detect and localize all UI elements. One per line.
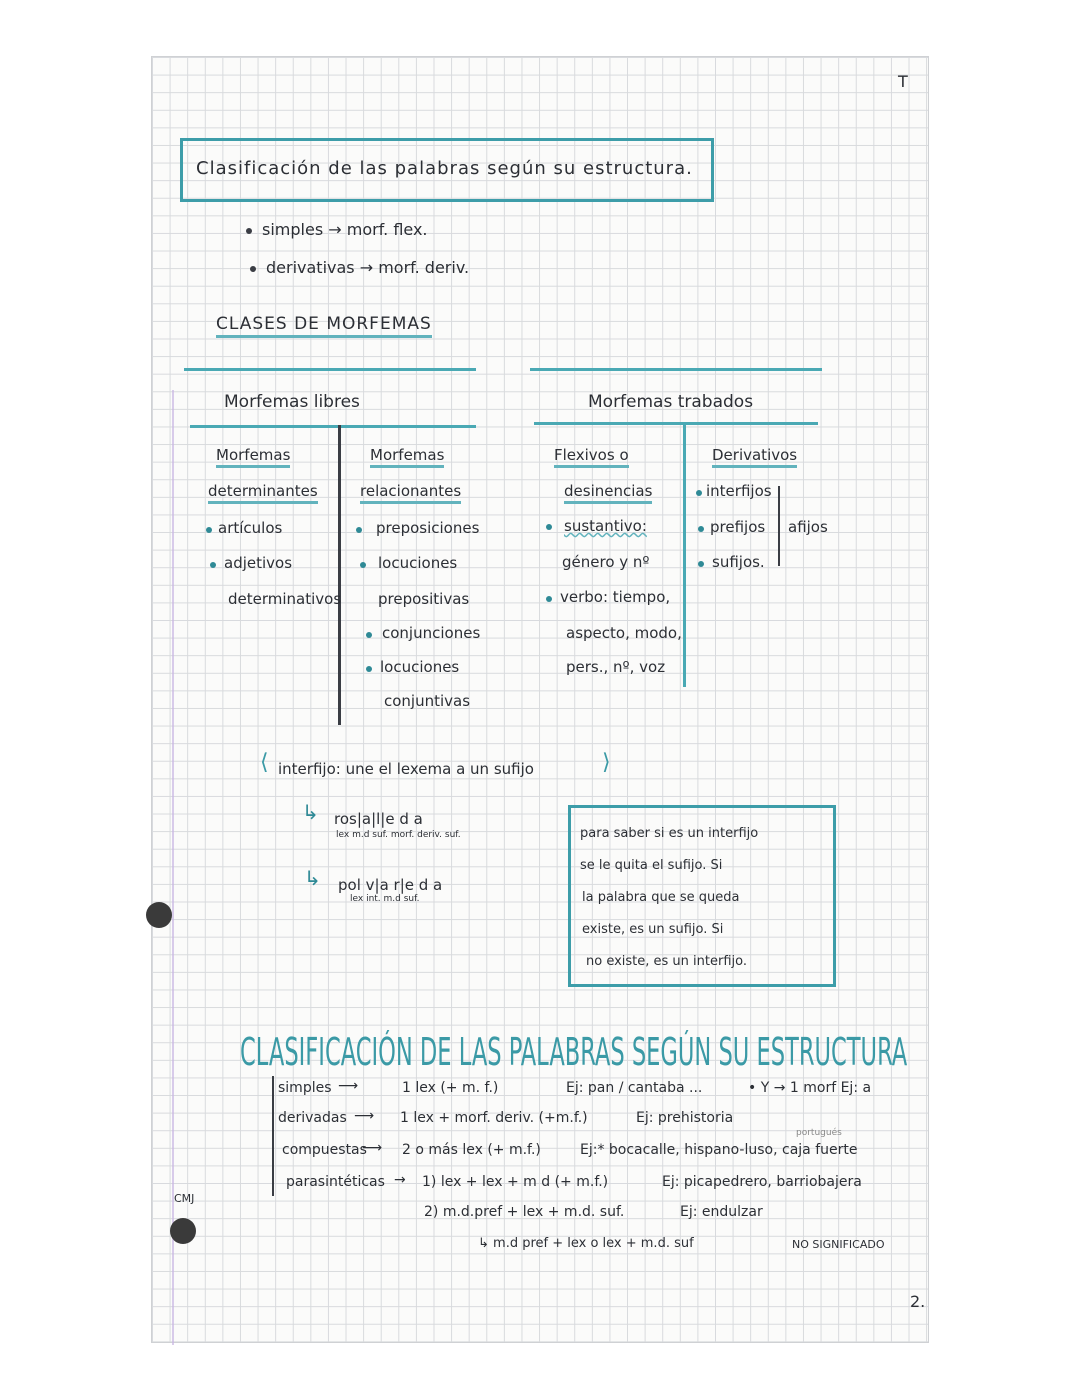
- note-line: no existe, es un interfijo.: [586, 954, 747, 969]
- libres-col2-item: prepositivas: [378, 590, 470, 608]
- trabados-col1-item: pers., nº, voz: [566, 658, 666, 676]
- section-heading: CLASES DE MORFEMAS: [216, 314, 432, 338]
- brace-icon: ⟩: [602, 750, 611, 775]
- class-example: Ej: prehistoria: [636, 1110, 734, 1126]
- arrow-icon: →: [394, 1172, 406, 1188]
- rule: [190, 425, 476, 428]
- parasinteticas-2-example: Ej: endulzar: [680, 1204, 763, 1220]
- bullet: [360, 562, 366, 568]
- bullet: [356, 527, 362, 533]
- trabados-heading: Morfemas trabados: [588, 392, 754, 412]
- bullet: [210, 562, 216, 568]
- binder-hole: [170, 1218, 196, 1244]
- big-title: CLASIFICACIÓN DE LAS PALABRAS SEGÚN SU ESTRUCTURA: [240, 1030, 908, 1074]
- bullet: [206, 527, 212, 533]
- libres-col1-title-b: determinantes: [208, 482, 318, 504]
- class-name: derivadas: [278, 1110, 347, 1126]
- class-name: simples: [278, 1080, 332, 1096]
- column-divider: [338, 425, 341, 725]
- libres-col2-item: locuciones: [380, 658, 460, 676]
- intro-derivativas: derivativas → morf. deriv.: [266, 258, 470, 277]
- trabados-col1-title-b: desinencias: [564, 482, 652, 504]
- interfijo-example-1-labels: lex m.d suf. morf. deriv. suf.: [336, 830, 461, 840]
- libres-col2-title-b: relacionantes: [360, 482, 461, 504]
- libres-col2-title-a: Morfemas: [370, 446, 444, 468]
- libres-col1-item: adjetivos: [224, 554, 293, 572]
- libres-col1-item: determinativos: [228, 590, 342, 608]
- class-example: Ej: pan / cantaba ...: [566, 1080, 703, 1096]
- binder-hole: [146, 902, 172, 928]
- note-line: para saber si es un interfijo: [580, 826, 759, 841]
- rule: [184, 368, 476, 371]
- parasinteticas-3-note: NO SIGNIFICADO: [792, 1238, 885, 1251]
- bullet: [250, 266, 256, 272]
- trabados-col1-item: género y nº: [562, 553, 650, 571]
- bullet: [546, 596, 552, 602]
- class-name: parasintéticas: [286, 1174, 385, 1190]
- bullet: [246, 228, 252, 234]
- signature: CMJ: [174, 1192, 195, 1205]
- class-example: Ej:* bocacalle, hispano-luso, caja fuerte: [580, 1142, 858, 1158]
- intro-simples: simples → morf. flex.: [262, 220, 428, 239]
- arrow-icon: ⟶: [354, 1108, 375, 1124]
- bracket-line: [778, 486, 780, 566]
- arrow-icon: ↳: [302, 800, 319, 824]
- brace-icon: ⟨: [260, 750, 269, 775]
- libres-col2-item: locuciones: [378, 554, 458, 572]
- corner-mark: T: [898, 72, 908, 91]
- bullet: [698, 526, 704, 532]
- bullet: [696, 490, 702, 496]
- trabados-col2-item: interfijos: [706, 482, 772, 500]
- trabados-col1-title-a: Flexivos o: [554, 446, 629, 468]
- libres-col1-item: artículos: [218, 519, 283, 537]
- libres-col2-item: conjunciones: [382, 624, 481, 642]
- trabados-col1-item: verbo: tiempo,: [560, 588, 671, 606]
- afijos-label: afijos: [788, 518, 828, 536]
- column-divider: [683, 422, 686, 687]
- trabados-col1-item: aspecto, modo,: [566, 624, 682, 642]
- class-name: compuestas: [282, 1142, 367, 1158]
- interfijo-example-2: pol v|a r|e d a: [338, 876, 443, 894]
- interfijo-example-1: ros|a|l|e d a: [334, 810, 423, 828]
- bullet: [366, 666, 372, 672]
- class-example: Ej: picapedrero, barriobajera: [662, 1174, 862, 1190]
- trabados-col2-title: Derivativos: [712, 446, 797, 468]
- class-extra: • Y → 1 morf Ej: a: [748, 1080, 872, 1096]
- arrow-icon: ↳: [304, 866, 321, 890]
- class-rule: 2 o más lex (+ m.f.): [402, 1142, 541, 1158]
- libres-col2-item: conjuntivas: [384, 692, 471, 710]
- class-rule: 1) lex + lex + m d (+ m.f.): [422, 1174, 609, 1190]
- note-line: existe, es un sufijo. Si: [582, 922, 724, 937]
- bullet: [698, 561, 704, 567]
- libres-col1-title-a: Morfemas: [216, 446, 290, 468]
- rule: [530, 368, 822, 371]
- title-text: Clasificación de las palabras según su estructura.: [196, 158, 693, 179]
- trabados-col2-item: sufijos.: [712, 553, 765, 571]
- small-note: portugués: [796, 1128, 842, 1138]
- bullet: [546, 524, 552, 530]
- class-rule: 1 lex + morf. deriv. (+m.f.): [400, 1110, 588, 1126]
- arrow-icon: ⟶: [338, 1078, 359, 1094]
- interfijo-example-2-labels: lex int. m.d suf.: [350, 894, 420, 904]
- libres-col2-item: preposiciones: [376, 519, 480, 537]
- trabados-col1-item: sustantivo:: [564, 517, 647, 535]
- list-bracket: [272, 1076, 274, 1196]
- parasinteticas-3: ↳ m.d pref + lex o lex + m.d. suf: [478, 1236, 694, 1251]
- note-line: se le quita el sufijo. Si: [580, 858, 723, 873]
- trabados-col2-item: prefijos: [710, 518, 766, 536]
- interfijo-definition: interfijo: une el lexema a un sufijo: [278, 760, 534, 778]
- page-number: 2.: [910, 1292, 926, 1311]
- bullet: [366, 632, 372, 638]
- parasinteticas-2: 2) m.d.pref + lex + m.d. suf.: [424, 1204, 625, 1220]
- class-rule: 1 lex (+ m. f.): [402, 1080, 499, 1096]
- arrow-icon: ⟶: [362, 1140, 383, 1156]
- libres-heading: Morfemas libres: [224, 392, 360, 412]
- note-line: la palabra que se queda: [582, 890, 740, 905]
- rule: [534, 422, 818, 425]
